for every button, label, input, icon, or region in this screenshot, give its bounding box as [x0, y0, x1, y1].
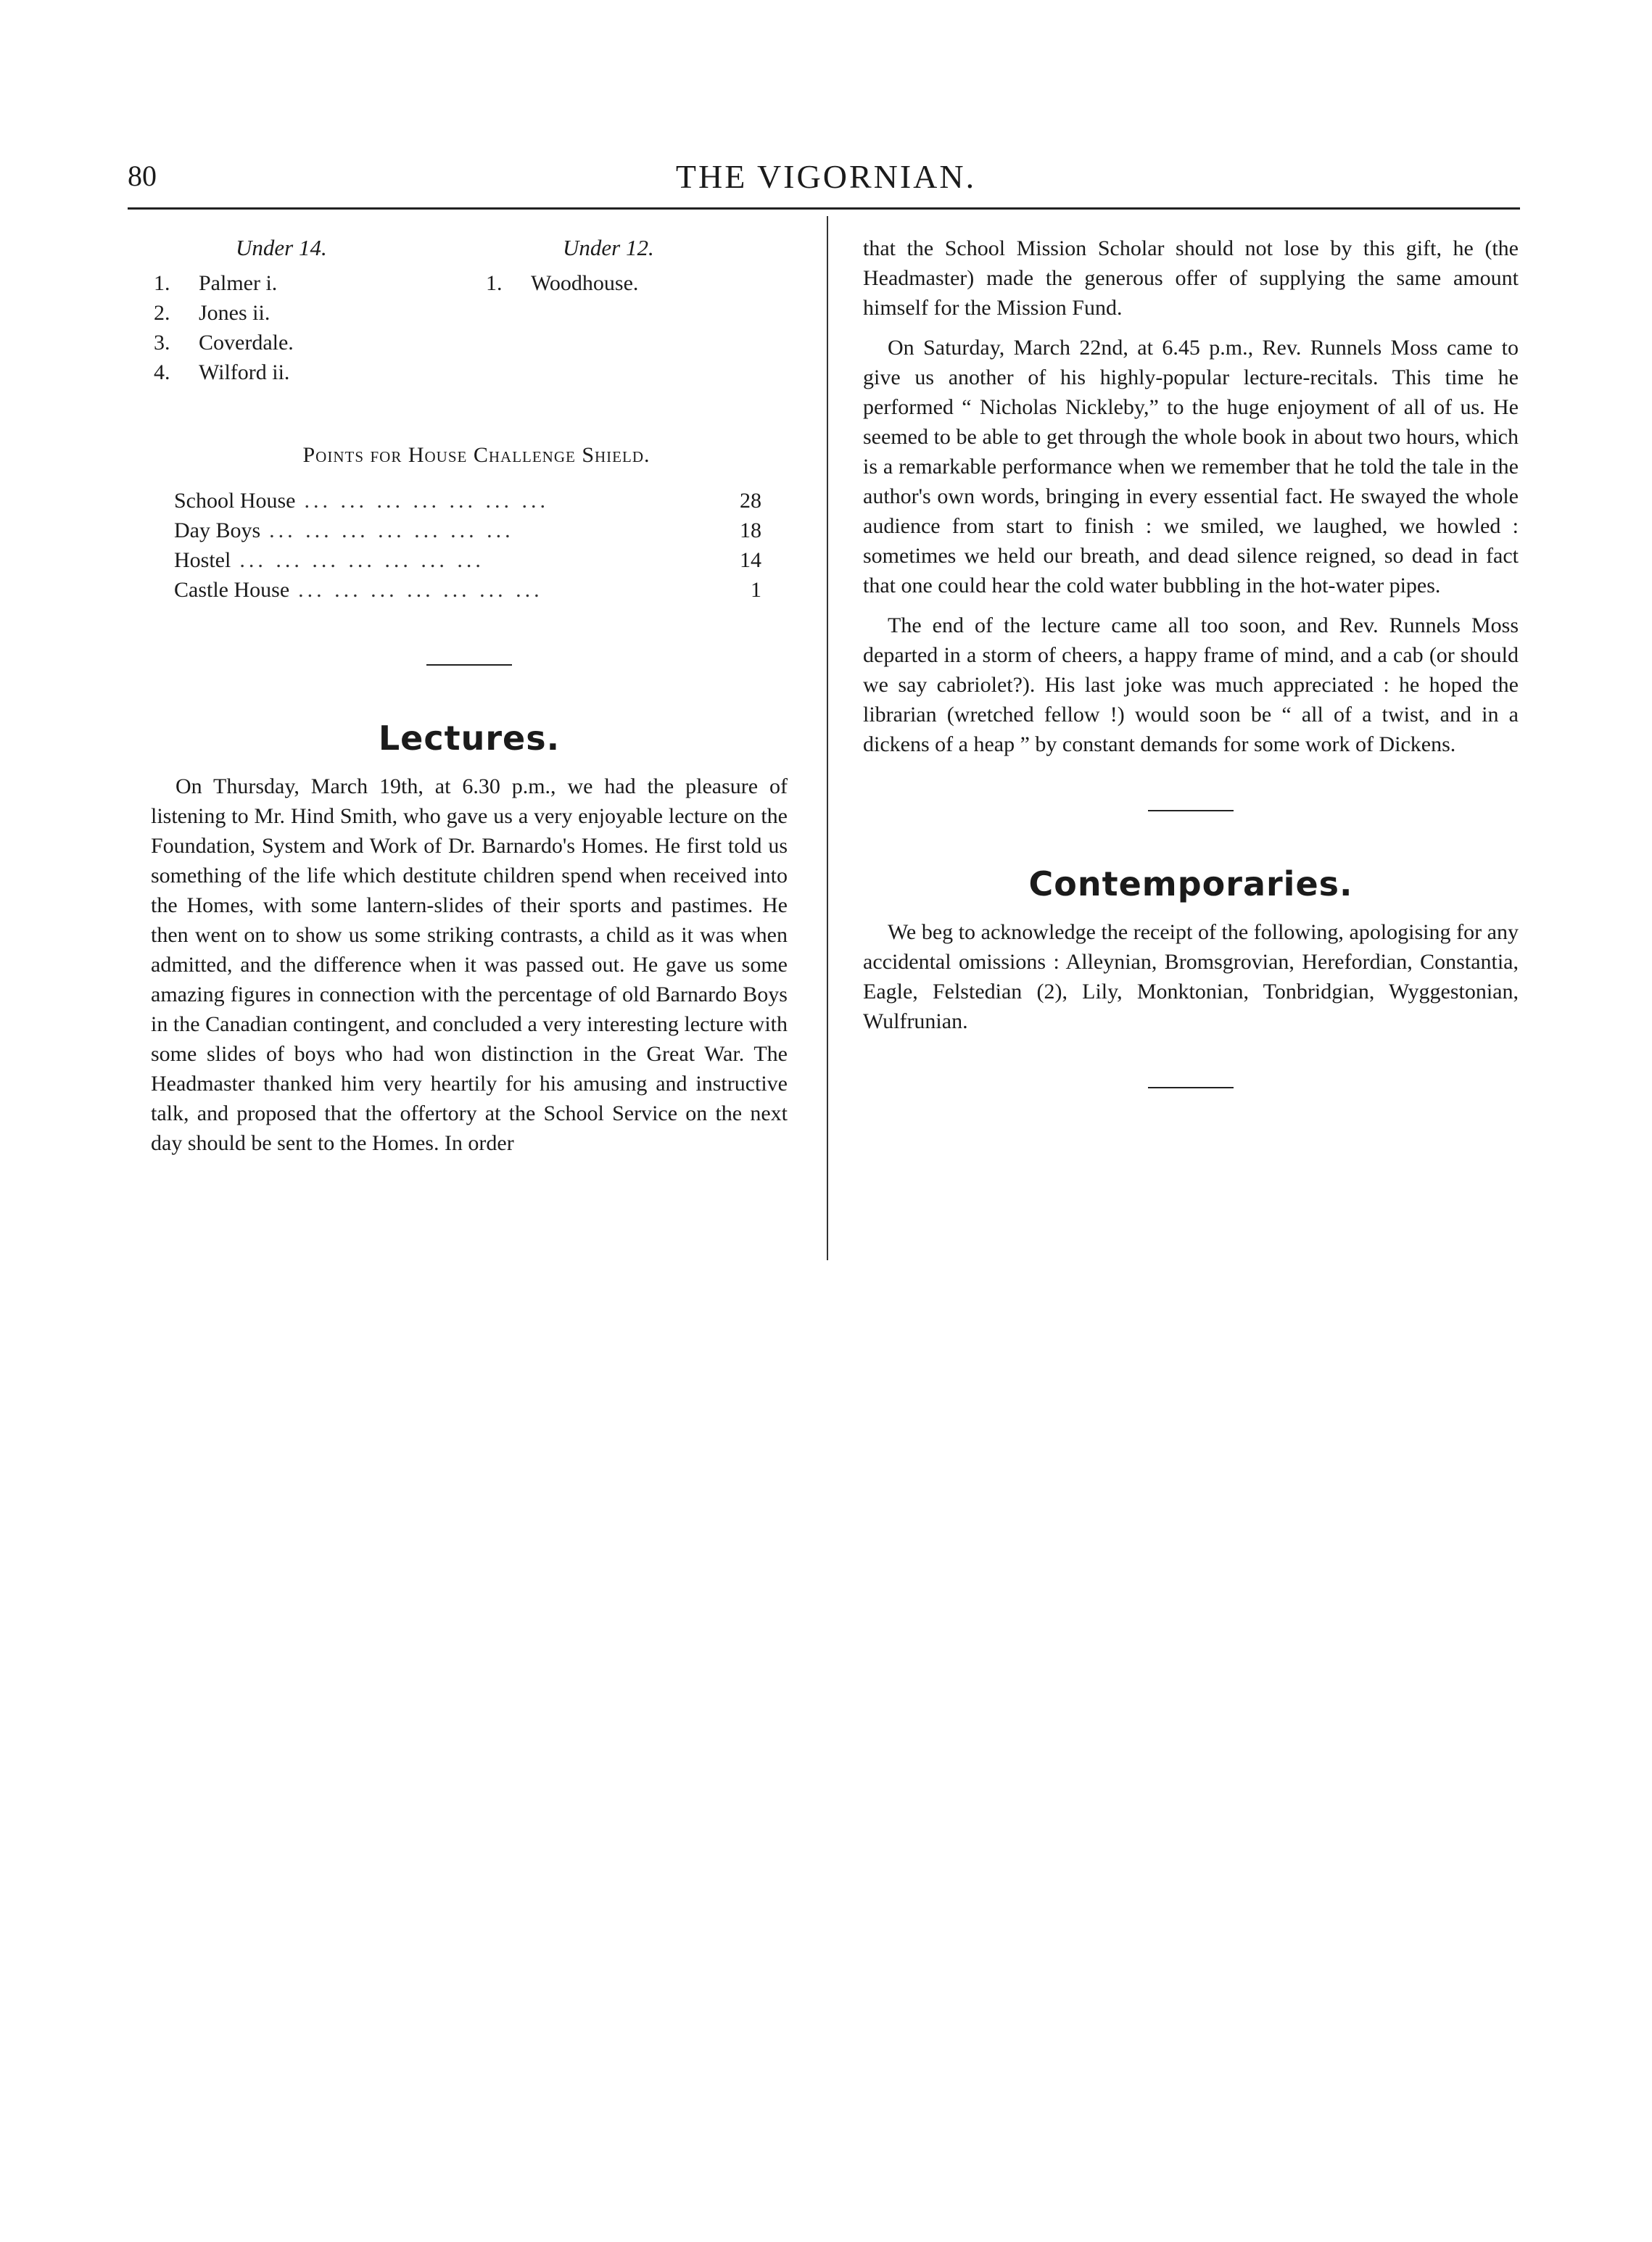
contemporaries-paragraph: We beg to acknowledge the receipt of the following, apologising for any accidental omissions : Alleynian, Bromsgrovian, Herefordian, Constantia, Eagle, Felstedian (2), Lily, Monktonian, Tonbridgian, Wyggestonian, Wulfrunian.	[863, 920, 1519, 1033]
header-rule	[128, 207, 1520, 210]
rank-number: 2.	[154, 301, 170, 325]
table-row	[151, 486, 761, 516]
house-score: 1	[751, 578, 761, 602]
dot-leader: ... ... ... ... ... ... ...	[304, 489, 549, 513]
points-table	[151, 486, 788, 605]
rank-number: 4.	[154, 360, 170, 384]
rank-name: Jones ii.	[199, 301, 270, 325]
dot-leader: ... ... ... ... ... ... ...	[298, 578, 543, 602]
contemporaries-heading: Contemporaries.	[1028, 864, 1353, 903]
rank-name: Woodhouse.	[531, 271, 639, 295]
rank-number: 3.	[154, 331, 170, 355]
list-item	[151, 328, 368, 357]
section-divider	[1148, 1087, 1234, 1088]
rank-number: 1.	[486, 271, 503, 295]
list-item	[483, 268, 744, 298]
table-row	[151, 516, 761, 545]
rank-name: Coverdale.	[199, 331, 294, 355]
column-divider	[827, 216, 828, 1260]
house-name: Hostel	[174, 548, 231, 572]
lecture-paragraph-continued: that the School Mission Scholar should not lose by this gift, he (the Headmaster) made the generous offer of supplying the same amount himself for the Mission Fund.	[863, 236, 1519, 320]
list-item	[151, 298, 368, 328]
page-number: 80	[128, 160, 157, 192]
right-column	[863, 233, 1519, 1088]
table-row	[151, 575, 761, 605]
house-score: 28	[740, 489, 761, 513]
under-12-heading: Under 12.	[563, 235, 654, 260]
section-divider	[1148, 810, 1234, 811]
lecture-paragraph: The end of the lecture came all too soon, and Rev. Runnels Moss departed in a storm of cheers, a happy frame of mind, and a cab (or should we say cabriolet?). His last joke was much appreciated : he hoped the librarian (wretched fellow !) would soon be “ all of a twist, and in a dickens of a heap ” by constant demands for some work of Dickens.	[863, 613, 1519, 756]
under-14-ranking	[151, 233, 368, 387]
journal-title: THE VIGORNIAN.	[675, 158, 977, 195]
dot-leader: ... ... ... ... ... ... ...	[239, 548, 484, 572]
rank-name: Palmer i.	[199, 271, 278, 295]
points-table-heading: Points for House Challenge Shield.	[302, 443, 651, 467]
under-14-heading: Under 14.	[236, 235, 327, 260]
left-column	[151, 233, 788, 1168]
house-score: 14	[740, 548, 761, 572]
section-divider	[426, 664, 512, 666]
list-item	[151, 268, 368, 298]
age-rankings	[151, 233, 788, 404]
table-row	[151, 545, 761, 575]
lectures-heading: Lectures.	[378, 719, 561, 758]
lecture-paragraph: On Thursday, March 19th, at 6.30 p.m., we had the pleasure of listening to Mr. Hind Smith, who gave us a very enjoyable lecture on the Foundation, System and Work of Dr. Barnardo's Homes. He first told us something of the life which destitute children spend when received into the Homes, with some lantern-slides of their sports and pastimes. He then went on to show us some striking contrasts, a child as it was when admitted, and the difference when it was passed out. He gave us some amazing figures in connection with the percentage of old Barnardo Boys in the Canadian contingent, and concluded a very interesting lecture with some slides of boys who had won distinction in the Great War. The Headmaster thanked him very heartily for his amusing and instructive talk, and proposed that the offertory at the School Service on the next day should be sent to the Homes. In order	[151, 774, 788, 1155]
list-item	[151, 357, 368, 387]
rank-name: Wilford ii.	[199, 360, 290, 384]
house-name: School House	[174, 489, 296, 513]
rank-number: 1.	[154, 271, 170, 295]
house-name: Day Boys	[174, 518, 261, 542]
house-name: Castle House	[174, 578, 290, 602]
under-12-ranking	[483, 233, 744, 298]
lecture-paragraph: On Saturday, March 22nd, at 6.45 p.m., Rev. Runnels Moss came to give us another of his highly-popular lecture-recitals. This time he performed “ Nicholas Nickleby,” to the huge enjoyment of all of us. He seemed to be able to get through the whole book in about two hours, which is a remarkable performance when we remember that he told the tale in the author's own words, bringing in every essential fact. He swayed the whole audience from start to finish : we smiled, we laughed, we howled : sometimes we held our breath, and dead silence reigned, so dead in fact that one could hear the cold water bubbling in the hot-water pipes.	[863, 336, 1519, 597]
house-score: 18	[740, 518, 761, 542]
dot-leader: ... ... ... ... ... ... ...	[269, 518, 514, 542]
